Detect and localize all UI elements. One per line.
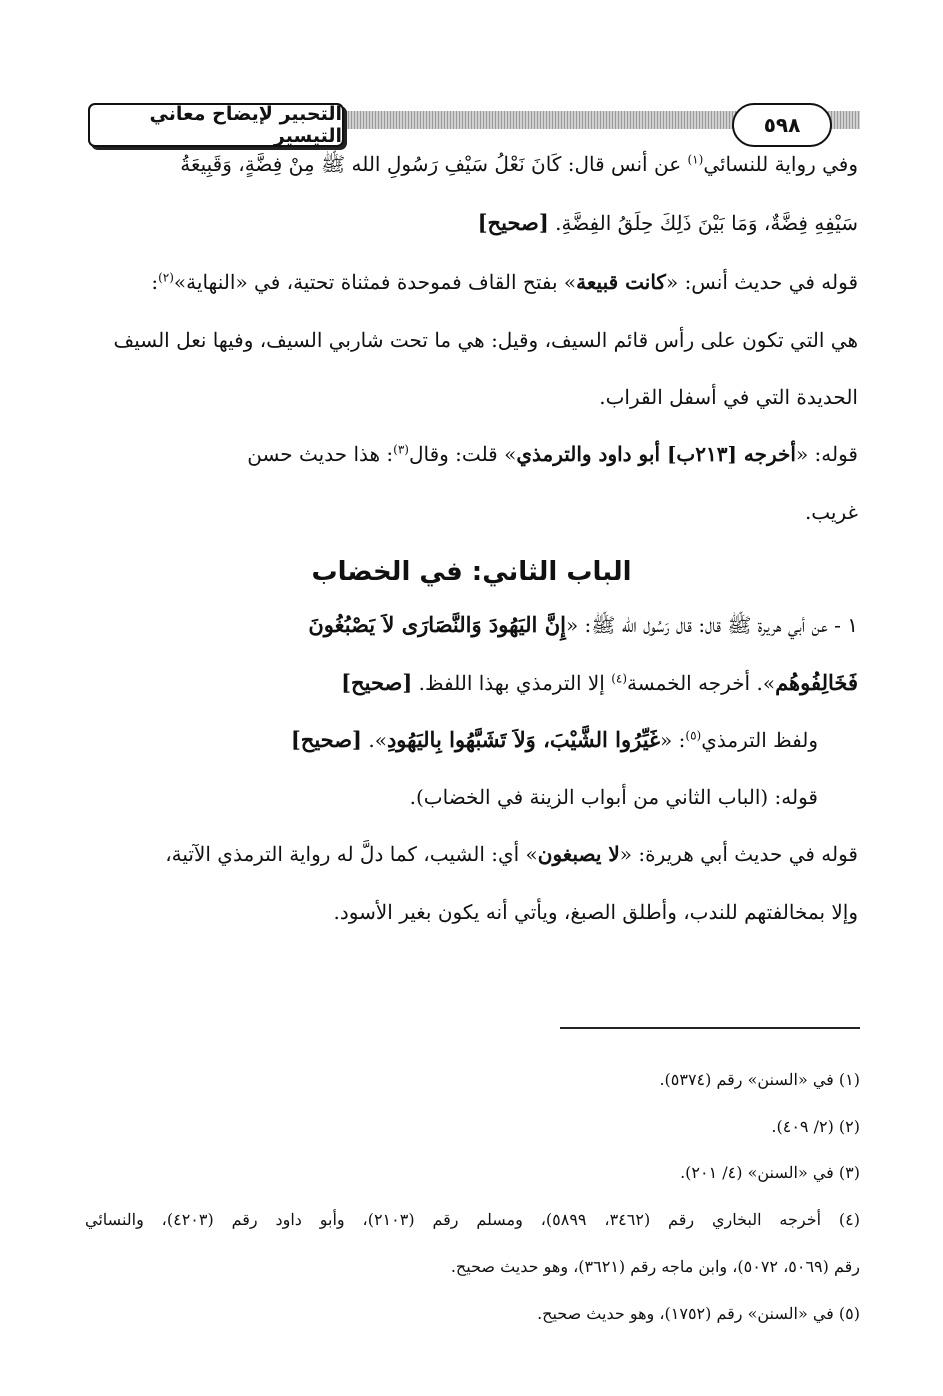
paragraph-takhrij-line-1 xyxy=(85,442,858,466)
text: » قلت: وقال xyxy=(408,442,517,466)
footnote-ref: (٣) xyxy=(393,442,409,457)
text: : xyxy=(151,270,159,294)
commentary-line-1: قوله: (الباب الثاني من أبواب الزينة في الخضاب). xyxy=(409,785,818,809)
paragraph-nasai-line-1 xyxy=(85,152,858,181)
bold-term: كانت قبيعة xyxy=(576,270,666,294)
paragraph-takhrij-line-2: غريب. xyxy=(804,500,858,524)
footnote-4-line-1: (٤) أخرجه البخاري رقم (٣٤٦٢، ٥٨٩٩)، ومسلم رقم (٢١٠٣)، وأبو داود رقم (٤٢٠٣)، والنسائي xyxy=(85,1210,861,1229)
footnote-ref: (٥) xyxy=(685,728,702,743)
grade-sahih: [صحيح] xyxy=(477,210,549,235)
paragraph-qabia-line-2: هي التي تكون على رأس قائم السيف، وقيل: هي ما تحت شاربي السيف، وفيها نعل السيف xyxy=(113,328,858,352)
paragraph-nasai-line-2 xyxy=(85,210,858,235)
hadith-text: فَخَالِفُوهُم xyxy=(775,670,858,695)
page-number: ٥٩٨ xyxy=(732,103,832,147)
text: إلا الترمذي بهذا اللفظ. xyxy=(418,671,612,695)
hadith-1-line-1 xyxy=(85,612,858,642)
text: : هذا حديث حسن xyxy=(247,442,394,466)
footnote-ref: (٢) xyxy=(158,270,174,285)
text: ». أخرجه الخمسة xyxy=(627,671,776,695)
text: : « xyxy=(660,728,686,752)
footnote-5: (٥) في «السنن» رقم (١٧٥٢)، وهو حديث صحيح. xyxy=(537,1304,860,1323)
footnote-2: (٢) (٢/ ٤٠٩). xyxy=(771,1117,860,1136)
paragraph-qabia-line-3: الحديدة التي في أسفل القراب. xyxy=(599,385,858,409)
bold-term: لا يصبغون xyxy=(537,842,620,866)
footnote-ref: (١) xyxy=(687,152,704,167)
text: » بفتح القاف فموحدة فمثناة تحتية، في «النهاية» xyxy=(173,270,577,294)
text: ». xyxy=(368,728,387,752)
hadith-text: غَيِّرُوا الشَّيْبَ، وَلاَ تَشَبَّهُوا بِاليَهُودِ xyxy=(386,727,661,752)
grade-sahih: [صحيح] xyxy=(290,727,362,752)
chapter-heading: الباب الثاني: في الخضاب xyxy=(311,557,632,587)
text: قوله في حديث أنس: « xyxy=(665,270,858,294)
text: وفي رواية للنسائي xyxy=(703,152,858,176)
hadith-1-line-3 xyxy=(291,727,858,752)
text: عن أنس قال: كَانَ نَعْلُ سَيْفِ رَسُولِ الله ﷺ مِنْ فِضَّةٍ، وَقَبِيعَةُ xyxy=(180,152,688,176)
text: ١ - عن أبي هريرة ﷺ قال: قال رَسُول الله ﷺ: « xyxy=(565,613,858,637)
text: » أي: الشيب، كما دلَّ له رواية الترمذي الآتية، xyxy=(165,842,538,866)
commentary-line-3: وإلا بمخالفتهم للندب، وأطلق الصبغ، ويأتي أنه يكون بغير الأسود. xyxy=(333,900,858,924)
running-header-book-title: التحبير لإيضاح معاني التيسير xyxy=(88,103,344,147)
text: ولفظ الترمذي xyxy=(701,728,818,752)
text: قوله: « xyxy=(795,442,858,466)
text: سَيْفِهِ فِضَّةٌ، وَمَا بَيْنَ ذَلِكَ حِلَقُ الفِضَّةِ. xyxy=(555,211,858,235)
hadith-text: إِنَّ اليَهُودَ وَالنَّصَارَى لاَ يَصْبُغُونَ xyxy=(308,612,566,637)
footnote-ref: (٤) xyxy=(611,671,628,686)
grade-sahih: [صحيح] xyxy=(341,670,413,695)
commentary-line-2 xyxy=(85,842,858,866)
text: قوله في حديث أبي هريرة: « xyxy=(619,842,858,866)
hadith-1-line-2 xyxy=(85,670,858,695)
paragraph-qabia-line-1 xyxy=(85,270,858,294)
footnote-4-line-2: رقم (٥٠٦٩، ٥٠٧٢)، وابن ماجه رقم (٣٦٢١)، وهو حديث صحيح. xyxy=(450,1257,860,1276)
footnote-3: (٣) في «السنن» (٤/ ٢٠١). xyxy=(680,1163,860,1182)
footnote-1: (١) في «السنن» رقم (٥٣٧٤). xyxy=(659,1070,860,1089)
bold-term: أخرجه [٢١٣ب] أبو داود والترمذي xyxy=(516,442,796,466)
footnote-separator xyxy=(560,1027,860,1029)
